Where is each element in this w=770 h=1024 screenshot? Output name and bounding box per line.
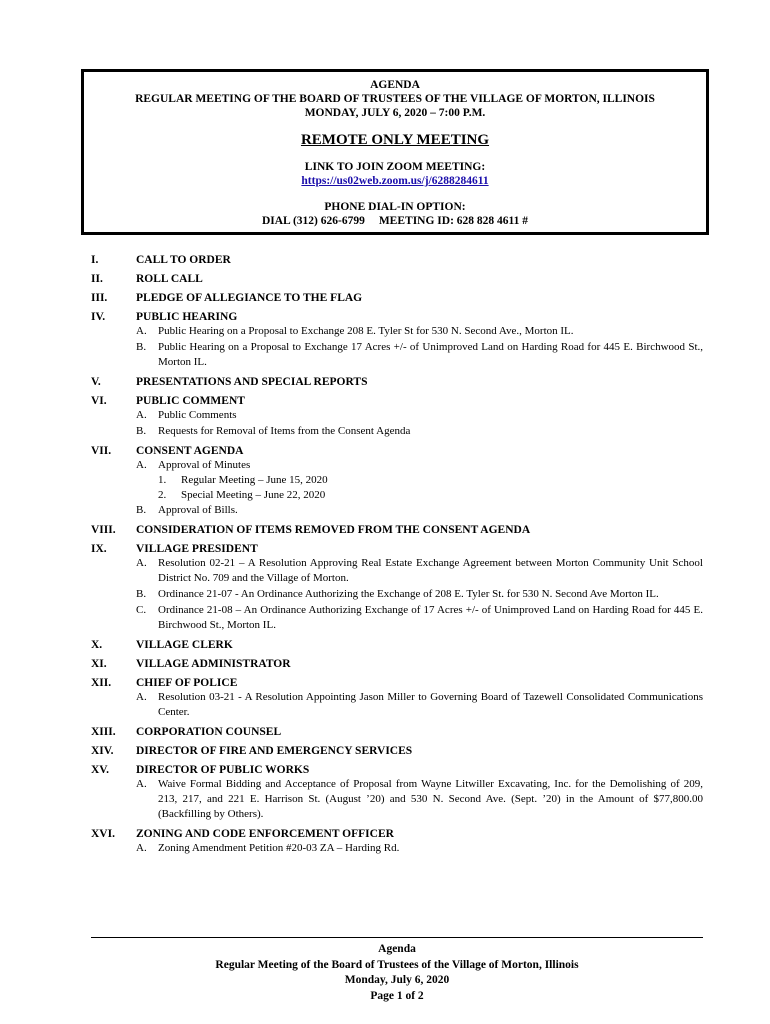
sub-item xyxy=(136,340,703,370)
sub-item-text: Approval of Bills. xyxy=(158,504,238,516)
item-title: CHIEF OF POLICE xyxy=(136,677,238,689)
nested-sub-item-text: Regular Meeting – June 15, 2020 xyxy=(181,474,328,486)
sub-item-text: Public Comments xyxy=(158,409,237,421)
item-numeral: IV. xyxy=(91,311,106,323)
item-title: VILLAGE CLERK xyxy=(136,639,233,651)
sub-item-text: Waive Formal Bidding and Acceptance of Proposal from Wayne Litwiller Excavating, Inc. for the Demolishing of 209, 213, 217, and 221 E. Harrison St. (August ’20) and 530 N. Second Ave. (Sept. ’20) in the Amount of $77,800.00 (Backfilling by Others). xyxy=(158,778,703,820)
phone-dial-in-label: PHONE DIAL-IN OPTION: xyxy=(324,201,466,213)
meeting-id: MEETING ID: 628 828 4611 # xyxy=(378,215,529,227)
sub-item-text: Zoning Amendment Petition #20-03 ZA – Harding Rd. xyxy=(158,842,400,854)
agenda-item-heading xyxy=(91,523,703,537)
agenda-item xyxy=(91,638,703,652)
item-title: CORPORATION COUNSEL xyxy=(136,726,282,738)
agenda-header-box xyxy=(81,69,709,235)
sub-item-letter: B. xyxy=(136,341,147,353)
sub-item-letter: A. xyxy=(136,409,147,421)
agenda-item xyxy=(91,291,703,305)
sub-item-text: Approval of Minutes xyxy=(158,459,251,471)
agenda-item-heading xyxy=(91,444,703,458)
dial-number: DIAL (312) 626-6799 xyxy=(261,215,365,227)
agenda-item-heading xyxy=(91,253,703,267)
sub-item xyxy=(136,841,703,856)
sub-item xyxy=(136,603,703,633)
agenda-item-heading xyxy=(91,638,703,652)
header-meeting-title: REGULAR MEETING OF THE BOARD OF TRUSTEES OF THE VILLAGE OF MORTON, ILLINOIS xyxy=(135,93,655,105)
sub-item-list xyxy=(136,690,703,720)
page-number: Page 1 of 2 xyxy=(370,989,424,1002)
sub-item-list xyxy=(136,458,703,518)
sub-item xyxy=(136,690,703,720)
sub-item-letter: C. xyxy=(136,604,147,616)
sub-item-letter: A. xyxy=(136,557,147,569)
item-title: DIRECTOR OF FIRE AND EMERGENCY SERVICES xyxy=(136,745,413,757)
header-agenda-label: AGENDA xyxy=(370,79,420,91)
sub-item-text: Ordinance 21-08 – An Ordinance Authorizing Exchange of 17 Acres +/- of Unimproved Land on Harding Road for 445 E. Birchwood St., Morton IL. xyxy=(158,604,703,631)
footer-agenda-label: Agenda xyxy=(378,943,416,955)
footer-divider xyxy=(91,937,703,938)
agenda-item-heading xyxy=(91,676,703,690)
sub-item-letter: A. xyxy=(136,778,147,790)
header-meeting-date: MONDAY, JULY 6, 2020 – 7:00 P.M. xyxy=(304,107,486,119)
sub-item-text: Ordinance 21-07 - An Ordinance Authorizing the Exchange of 208 E. Tyler St. for 530 N. Second Ave Morton IL. xyxy=(158,588,659,600)
item-numeral: VI. xyxy=(91,395,107,407)
sub-item-text: Public Hearing on a Proposal to Exchange 208 E. Tyler St for 530 N. Second Ave., Morton IL. xyxy=(158,325,574,337)
agenda-item xyxy=(91,310,703,370)
sub-item-text: Resolution 02-21 – A Resolution Approving Real Estate Exchange Agreement between Morton Community Unit School District No. 709 and the Village of Morton. xyxy=(158,557,703,584)
agenda-item xyxy=(91,827,703,856)
sub-item xyxy=(136,503,703,518)
remote-only-heading: REMOTE ONLY MEETING xyxy=(300,132,490,148)
sub-item-letter: B. xyxy=(136,425,147,437)
agenda-item xyxy=(91,375,703,389)
agenda-item-heading xyxy=(91,291,703,305)
item-numeral: IX. xyxy=(91,543,107,555)
agenda-item xyxy=(91,444,703,518)
item-title: VILLAGE PRESIDENT xyxy=(136,543,258,555)
item-numeral: I. xyxy=(91,254,99,266)
sub-item-list xyxy=(136,408,703,439)
sub-item xyxy=(136,324,703,339)
agenda-item xyxy=(91,763,703,822)
nested-sub-item-number: 2. xyxy=(158,489,167,501)
item-title: PUBLIC COMMENT xyxy=(136,395,245,407)
agenda-item-heading xyxy=(91,657,703,671)
item-numeral: XVI. xyxy=(91,828,115,840)
item-title: ROLL CALL xyxy=(136,273,203,285)
item-numeral: XV. xyxy=(91,764,110,776)
agenda-item-heading xyxy=(91,375,703,389)
nested-sub-item-text: Special Meeting – June 22, 2020 xyxy=(181,489,326,501)
item-numeral: III. xyxy=(91,292,108,304)
agenda-item-heading xyxy=(91,725,703,739)
agenda-item-heading xyxy=(91,744,703,758)
nested-sub-item-number: 1. xyxy=(158,474,167,486)
sub-item-list xyxy=(136,324,703,370)
item-title: CALL TO ORDER xyxy=(136,254,231,266)
item-title: ZONING AND CODE ENFORCEMENT OFFICER xyxy=(136,828,394,840)
item-numeral: VIII. xyxy=(91,524,116,536)
agenda-item xyxy=(91,523,703,537)
sub-item-text: Public Hearing on a Proposal to Exchange 17 Acres +/- of Unimproved Land on Harding Road for 445 E. Birchwood St., Morton IL. xyxy=(158,341,703,368)
nested-sub-item xyxy=(158,473,703,488)
sub-item-list xyxy=(136,777,703,822)
footer-meeting-title: Regular Meeting of the Board of Trustees of the Village of Morton, Illinois xyxy=(215,958,579,971)
item-numeral: X. xyxy=(91,639,103,651)
agenda-item xyxy=(91,253,703,267)
item-title: VILLAGE ADMINISTRATOR xyxy=(136,658,291,670)
agenda-list xyxy=(91,253,703,861)
item-title: PUBLIC HEARING xyxy=(136,311,238,323)
agenda-item-heading xyxy=(91,542,703,556)
agenda-item xyxy=(91,657,703,671)
agenda-item-heading xyxy=(91,827,703,841)
item-numeral: V. xyxy=(91,376,101,388)
agenda-item xyxy=(91,725,703,739)
sub-item xyxy=(136,408,703,423)
agenda-item xyxy=(91,542,703,633)
sub-item-letter: A. xyxy=(136,691,147,703)
sub-item-text: Resolution 03-21 - A Resolution Appointing Jason Miller to Governing Board of Tazewell Consolidated Communications Center. xyxy=(158,691,703,718)
item-numeral: XI. xyxy=(91,658,107,670)
agenda-item-heading xyxy=(91,763,703,777)
item-numeral: XIII. xyxy=(91,726,116,738)
page-footer xyxy=(91,942,703,1004)
zoom-link-label: LINK TO JOIN ZOOM MEETING: xyxy=(304,161,486,173)
sub-item-letter: A. xyxy=(136,459,147,471)
item-numeral: XII. xyxy=(91,677,112,689)
item-title: CONSIDERATION OF ITEMS REMOVED FROM THE CONSENT AGENDA xyxy=(136,524,531,536)
agenda-item-heading xyxy=(91,310,703,324)
agenda-item-heading xyxy=(91,272,703,286)
item-title: DIRECTOR OF PUBLIC WORKS xyxy=(136,764,310,776)
sub-item-list xyxy=(136,841,703,856)
item-title: PRESENTATIONS AND SPECIAL REPORTS xyxy=(136,376,368,388)
sub-item-letter: B. xyxy=(136,504,147,516)
item-numeral: VII. xyxy=(91,445,112,457)
sub-item xyxy=(136,777,703,822)
item-title: PLEDGE OF ALLEGIANCE TO THE FLAG xyxy=(136,292,363,304)
sub-item-letter: A. xyxy=(136,842,147,854)
sub-item xyxy=(136,587,703,602)
item-numeral: II. xyxy=(91,273,103,285)
agenda-item xyxy=(91,272,703,286)
footer-meeting-date: Monday, July 6, 2020 xyxy=(344,974,450,986)
nested-sub-item xyxy=(158,488,703,503)
sub-item xyxy=(136,458,703,473)
sub-item xyxy=(136,424,703,439)
zoom-meeting-link[interactable]: https://us02web.zoom.us/j/6288284611 xyxy=(301,175,489,187)
sub-item-list xyxy=(136,556,703,633)
agenda-item-heading xyxy=(91,394,703,408)
sub-item-text: Requests for Removal of Items from the Consent Agenda xyxy=(158,425,411,437)
item-title: CONSENT AGENDA xyxy=(136,445,244,457)
sub-item-letter: B. xyxy=(136,588,147,600)
agenda-item xyxy=(91,744,703,758)
sub-item xyxy=(136,556,703,586)
item-numeral: XIV. xyxy=(91,745,114,757)
sub-item-letter: A. xyxy=(136,325,147,337)
agenda-item xyxy=(91,676,703,720)
agenda-item xyxy=(91,394,703,439)
